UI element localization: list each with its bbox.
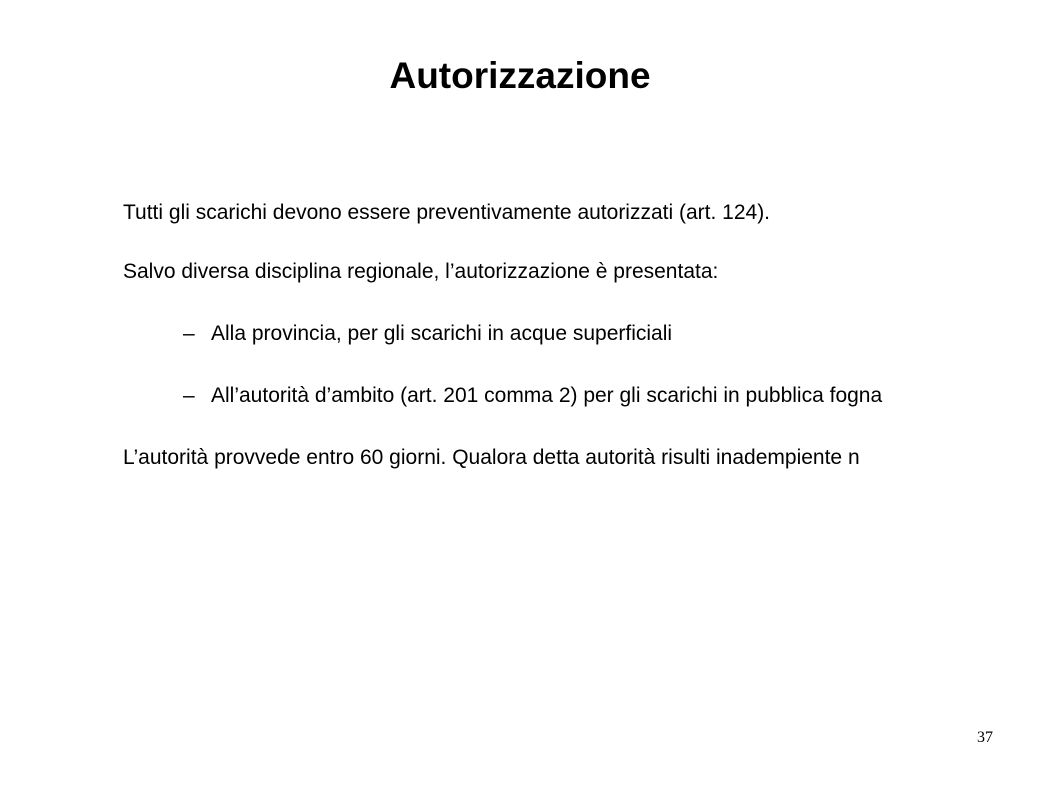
page-number: 37: [977, 729, 993, 746]
paragraph-termine-60-giorni: L’autorità provvede entro 60 giorni. Qualora detta autorità risulti inadempiente n: [123, 446, 860, 469]
bullet-autorita-ambito: [183, 383, 882, 409]
paragraph-disciplina-regionale: Salvo diversa disciplina regionale, l’autorizzazione è presentata:: [123, 260, 719, 283]
paragraph-scarichi-autorizzati: Tutti gli scarichi devono essere preventivamente autorizzati (art. 124).: [123, 201, 771, 224]
bullet-provincia: [183, 321, 672, 347]
dash-bullet-marker: –: [183, 384, 195, 407]
dash-bullet-marker: –: [183, 322, 195, 345]
bullet-autorita-ambito-text: All’autorità d’ambito (art. 201 comma 2) per gli scarichi in pubblica fogna: [211, 384, 883, 407]
slide-title: Autorizzazione: [389, 55, 651, 96]
bullet-provincia-text: Alla provincia, per gli scarichi in acque superficiali: [211, 322, 673, 345]
